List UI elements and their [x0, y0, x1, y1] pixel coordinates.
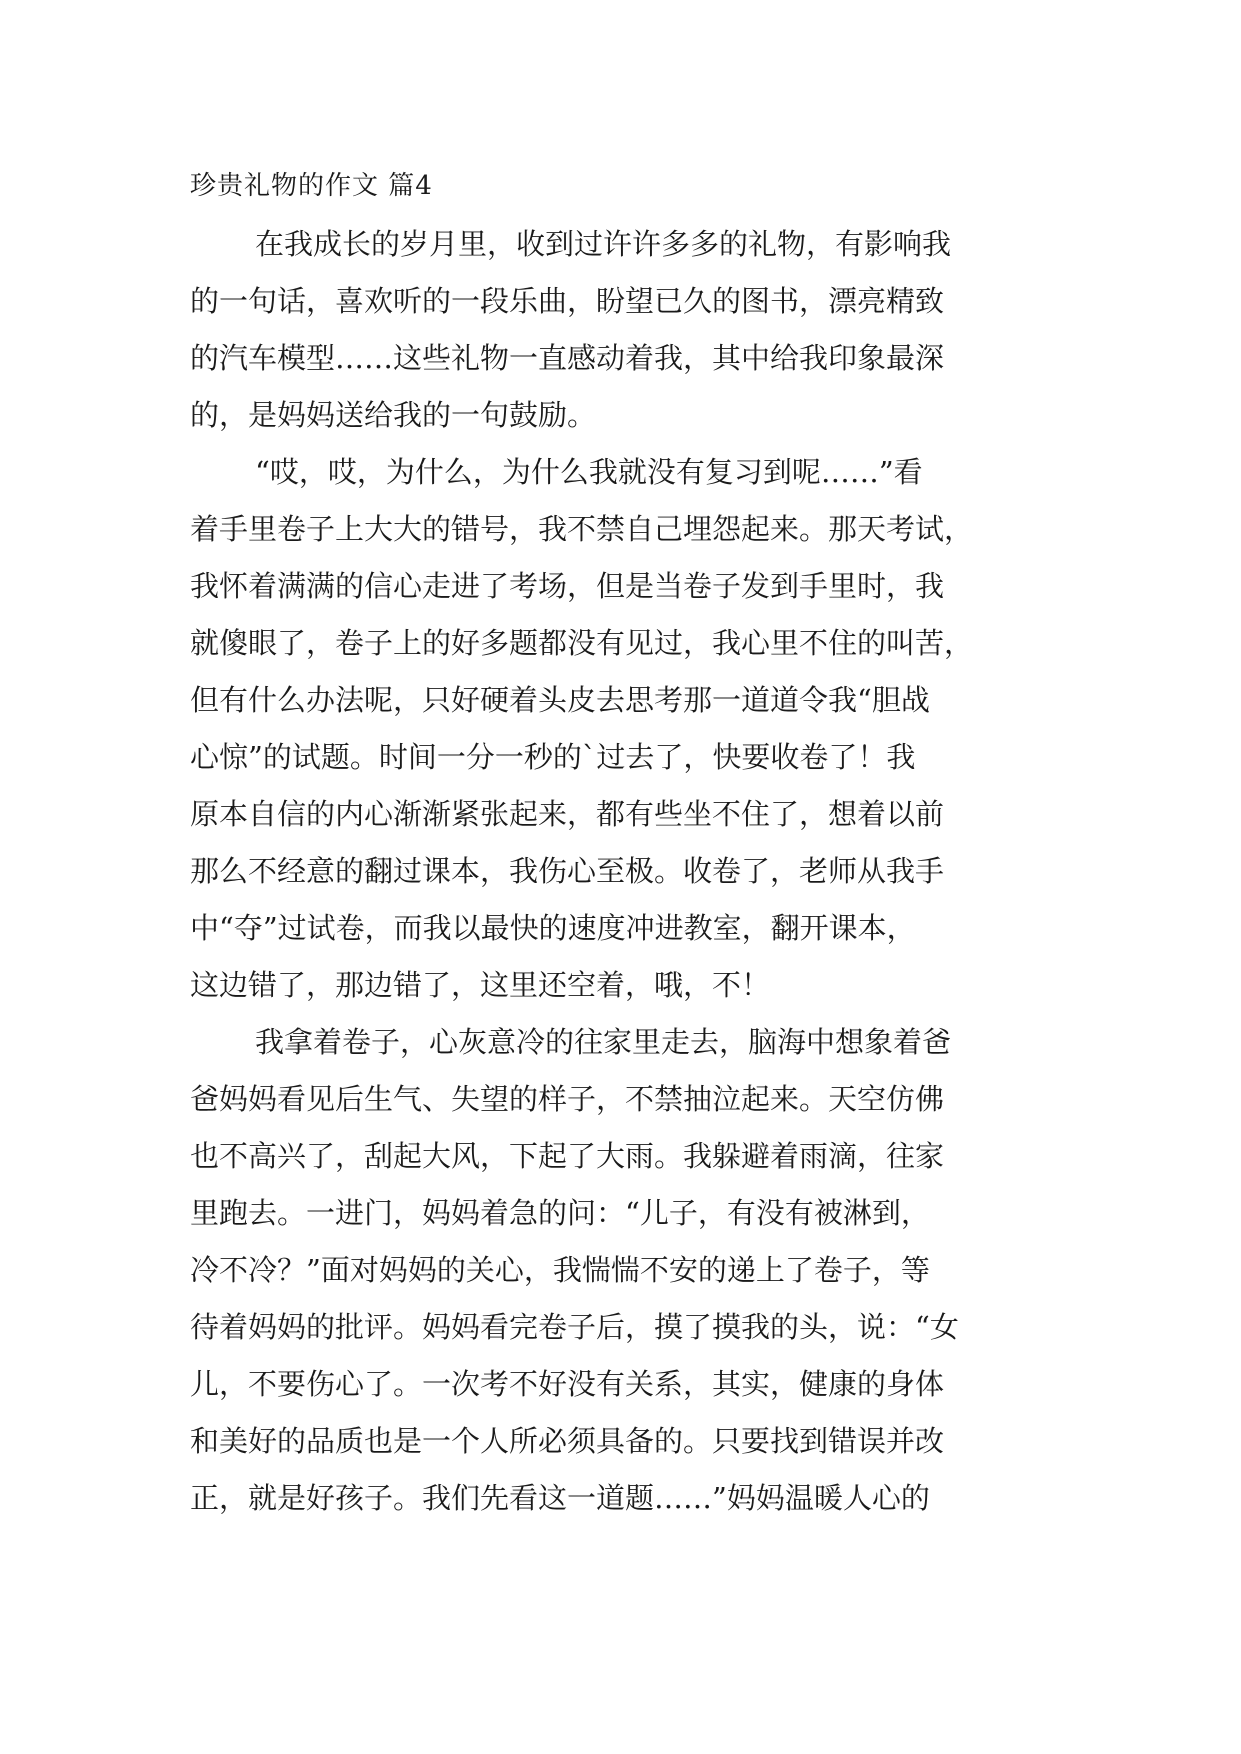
- text-line: 在我成长的岁月里，收到过许许多多的礼物，有影响我: [255, 227, 952, 261]
- text-line: 中“夺”过试卷，而我以最快的速度冲进教室，翻开课本，: [190, 911, 916, 945]
- text-line: 心惊”的试题。时间一分一秒的`过去了，快要收卷了！我: [190, 740, 916, 774]
- text-line: 这边错了，那边错了，这里还空着，哦，不！: [190, 968, 771, 1002]
- text-line: 爸妈妈看见后生气、失望的样子，不禁抽泣起来。天空仿佛: [190, 1082, 945, 1116]
- text-line: 的一句话，喜欢听的一段乐曲，盼望已久的图书，漂亮精致: [190, 284, 945, 318]
- text-line: 儿，不要伤心了。一次考不好没有关系，其实，健康的身体: [190, 1367, 945, 1401]
- text-line: 就傻眼了，卷子上的好多题都没有见过，我心里不住的叫苦，: [190, 626, 974, 660]
- text-line: 正，就是好孩子。我们先看这一道题……”妈妈温暖人心的: [190, 1481, 930, 1515]
- text-line: 我怀着满满的信心走进了考场，但是当卷子发到手里时，我: [190, 569, 945, 603]
- text-line: 但有什么办法呢，只好硬着头皮去思考那一道道令我“胆战: [190, 683, 930, 717]
- text-line: “哎，哎，为什么，为什么我就没有复习到呢……”看: [255, 455, 923, 489]
- text-line: 待着妈妈的批评。妈妈看完卷子后，摸了摸我的头，说：“女: [190, 1310, 959, 1344]
- text-line: 着手里卷子上大大的错号，我不禁自己埋怨起来。那天考试，: [190, 512, 974, 546]
- text-line: 我拿着卷子，心灰意冷的往家里走去，脑海中想象着爸: [255, 1025, 952, 1059]
- document-title: 珍贵礼物的作文 篇4: [190, 171, 433, 201]
- text-line: 冷不冷？”面对妈妈的关心，我惴惴不安的递上了卷子，等: [190, 1253, 930, 1287]
- text-line: 的，是妈妈送给我的一句鼓励。: [190, 398, 597, 432]
- text-line: 和美好的品质也是一个人所必须具备的。只要找到错误并改: [190, 1424, 945, 1458]
- text-line: 那么不经意的翻过课本，我伤心至极。收卷了，老师从我手: [190, 854, 945, 888]
- text-line: 里跑去。一进门，妈妈着急的问：“儿子，有没有被淋到，: [190, 1196, 930, 1230]
- text-line: 也不高兴了，刮起大风，下起了大雨。我躲避着雨滴，往家: [190, 1139, 945, 1173]
- text-line: 原本自信的内心渐渐紧张起来，都有些坐不住了，想着以前: [190, 797, 945, 831]
- text-line: 的汽车模型……这些礼物一直感动着我，其中给我印象最深: [190, 341, 945, 375]
